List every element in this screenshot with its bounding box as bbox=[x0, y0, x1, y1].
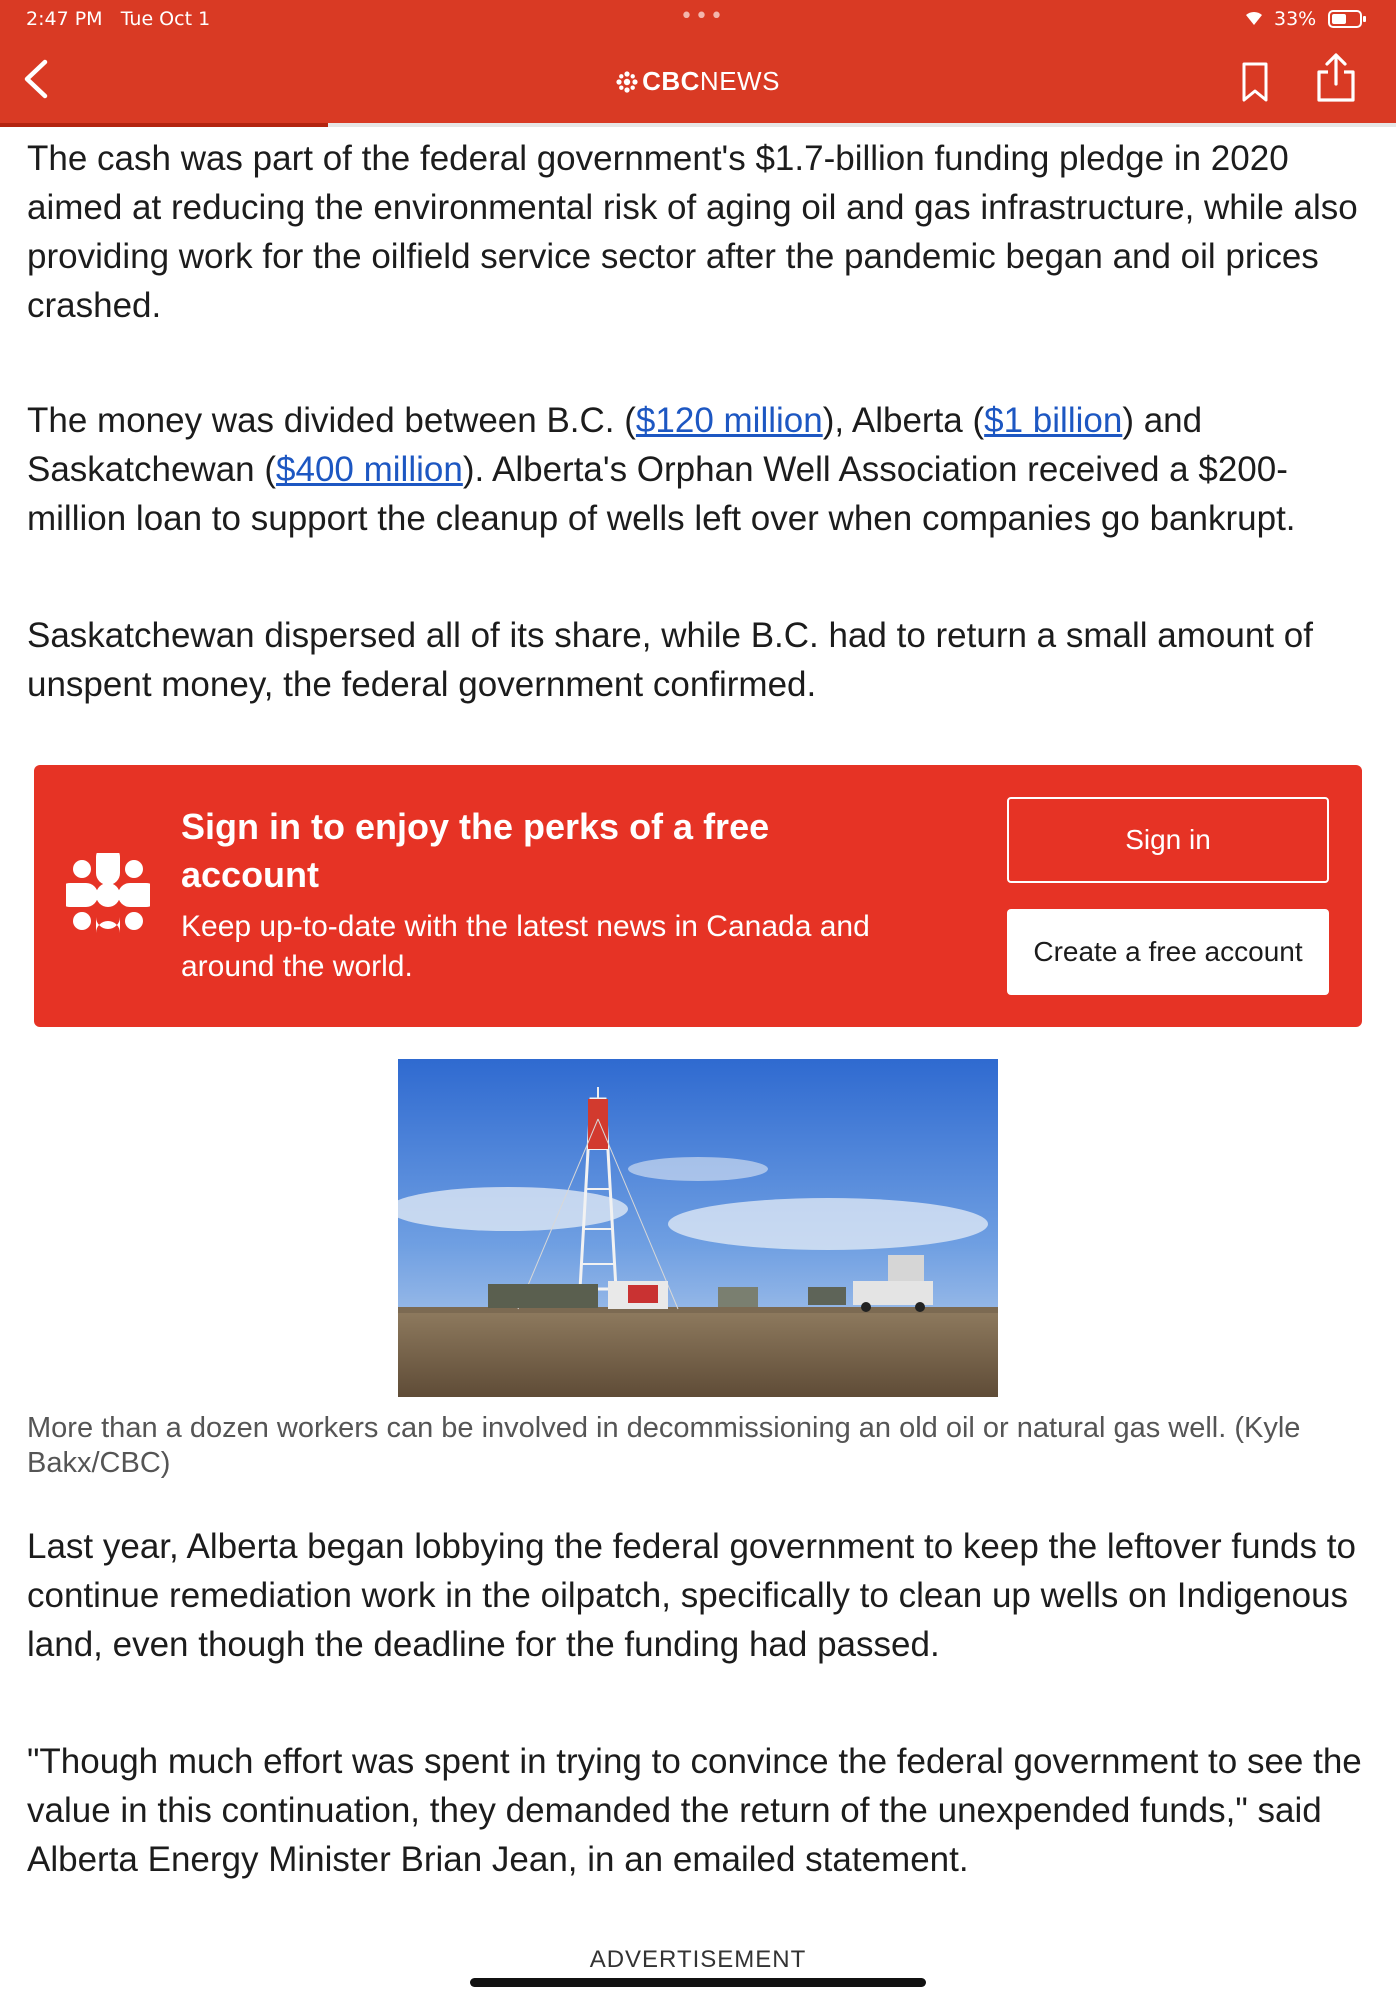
status-bar bbox=[0, 0, 1396, 40]
status-date: Tue Oct 1 bbox=[120, 8, 211, 30]
link-saskatchewan-funding[interactable]: $400 million bbox=[276, 450, 463, 489]
sign-in-promo bbox=[34, 765, 1362, 1027]
cbc-gem-logo-icon bbox=[66, 853, 150, 937]
article-paragraph-5: "Though much effort was spent in trying to convince the federal government to see the value in this continuation, they demanded the return of the unexpended funds," said Alberta Energy Minister Brian Jean, in an emailed statement. bbox=[27, 1742, 1362, 1879]
promo-title: Sign in to enjoy the perks of a free account bbox=[181, 806, 770, 895]
link-alberta-funding[interactable]: $1 billion bbox=[984, 401, 1123, 440]
status-time: 2:47 PM Tue Oct 1 bbox=[26, 8, 211, 30]
multitasking-dots[interactable]: ••• bbox=[680, 4, 725, 29]
create-account-button[interactable]: Create a free account bbox=[1007, 909, 1329, 995]
article-paragraph-1: The cash was part of the federal government's $1.7-billion funding pledge in 2020 aimed at reducing the environmental risk of aging oil and gas infrastructure, while also providing work for the oilfield service sector after the pandemic began and oil prices crashed. bbox=[27, 139, 1358, 325]
home-indicator[interactable] bbox=[470, 1978, 926, 1987]
bookmark-icon[interactable] bbox=[1240, 60, 1270, 104]
wifi-icon bbox=[1245, 10, 1263, 26]
app-header bbox=[0, 0, 1396, 125]
battery-icon bbox=[1328, 10, 1362, 28]
article-paragraph-3: Saskatchewan dispersed all of its share, while B.C. had to return a small amount of unspent money, the federal government confirmed. bbox=[27, 616, 1313, 704]
article-paragraph-4: Last year, Alberta began lobbying the federal government to keep the leftover funds to continue remediation work in the oilpatch, specifically to clean up wells on Indigenous land, even though the deadline for the funding had passed. bbox=[27, 1527, 1356, 1664]
brand-news: NEWS bbox=[699, 66, 780, 96]
advertisement-label: ADVERTISEMENT bbox=[589, 1946, 807, 1968]
oil-rig-photo bbox=[398, 1059, 998, 1397]
link-bc-funding[interactable]: $120 million bbox=[635, 401, 823, 440]
battery-percent: 33% bbox=[1274, 8, 1317, 30]
brand-cbc: CBC bbox=[642, 66, 700, 96]
reading-progress-bar bbox=[0, 123, 1396, 127]
photo-caption: More than a dozen workers can be involved in decommissioning an old oil or natural gas well. (Kyle Bakx/CBC) bbox=[27, 1412, 1301, 1479]
share-icon[interactable] bbox=[1314, 52, 1358, 104]
reading-progress-fill bbox=[0, 123, 328, 127]
cbc-news-brand bbox=[0, 66, 1396, 97]
promo-text: Keep up-to-date with the latest news in Canada and around the world. bbox=[181, 910, 870, 983]
cbc-logo-icon bbox=[616, 71, 638, 93]
article-paragraph-2: The money was divided between B.C. ($120 million), Alberta ($1 billion) and Saskatchewan ($400 million). Alberta's Orphan Well Association received a $200-million loan to support the cleanup of wells left over when companies go bankrupt. bbox=[27, 401, 1296, 538]
sign-in-button[interactable]: Sign in bbox=[1007, 797, 1329, 883]
